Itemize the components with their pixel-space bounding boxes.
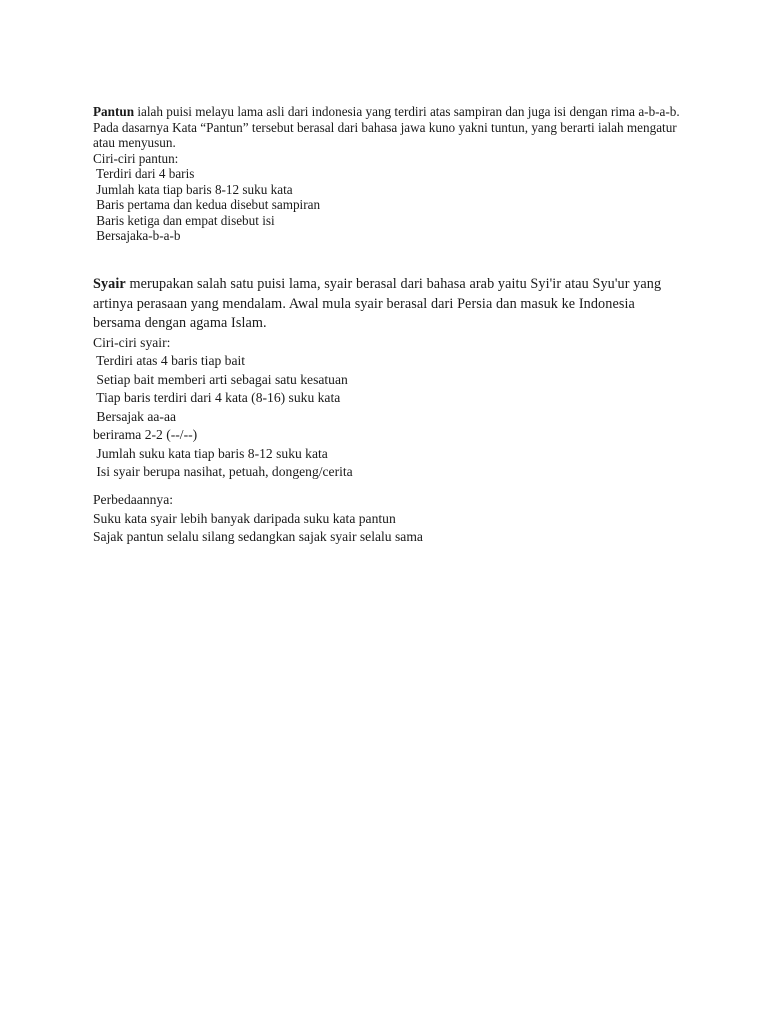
syair-list-item: Isi syair berupa nasihat, petuah, dongeng/cerita: [93, 464, 353, 479]
pantun-intro-paragraph: [93, 104, 683, 151]
syair-list-item: Setiap bait memberi arti sebagai satu kesatuan: [93, 371, 348, 387]
syair-term: Syair: [93, 276, 126, 292]
perbedaan-heading: Perbedaannya:: [93, 492, 174, 507]
syair-list-item: Tiap baris terdiri dari 4 kata (8-16) suku kata: [93, 390, 341, 405]
syair-intro-text: merupakan salah satu puisi lama, syair berasal dari bahasa arab yaitu Syi'ir atau Syu'ur yang artinya perasaan yang mendalam. Awal mula syair berasal dari Persia dan masuk ke Indonesia bersama dengan agama Islam.: [93, 276, 662, 331]
perbedaan-item: Suku kata syair lebih banyak daripada suku kata pantun: [93, 510, 396, 526]
syair-list-item: berirama 2-2 (--/--): [93, 427, 198, 442]
syair-list-item: Terdiri atas 4 baris tiap bait: [93, 353, 246, 368]
syair-list-heading: Ciri-ciri syair:: [93, 334, 171, 350]
pantun-list-item: Jumlah kata tiap baris 8-12 suku kata: [93, 181, 293, 197]
pantun-list-heading: Ciri-ciri pantun:: [93, 150, 179, 166]
pantun-term: Pantun: [93, 104, 135, 119]
syair-list-item: Bersajak aa-aa: [93, 408, 177, 424]
perbedaan-item: Sajak pantun selalu silang sedangkan sajak syair selalu sama: [93, 529, 423, 544]
pantun-intro-text: ialah puisi melayu lama asli dari indonesia yang terdiri atas sampiran dan juga isi dengan rima a-b-a-b. Pada dasarnya Kata “Pantun” tersebut berasal dari bahasa jawa kuno yakni tuntun, yang berarti ialah mengatur atau menyusun.: [93, 104, 680, 150]
pantun-list-item: Terdiri dari 4 baris: [93, 166, 195, 181]
pantun-section: [93, 104, 683, 244]
syair-list-item: Jumlah suku kata tiap baris 8-12 suku kata: [93, 445, 328, 461]
syair-section: [93, 275, 683, 482]
syair-intro-paragraph: [93, 275, 683, 334]
pantun-list-item: Bersajaka-b-a-b: [93, 228, 181, 243]
pantun-list-item: Baris pertama dan kedua disebut sampiran: [93, 197, 321, 212]
perbedaan-section: [93, 491, 683, 547]
pantun-list-item: Baris ketiga dan empat disebut isi: [93, 212, 275, 228]
